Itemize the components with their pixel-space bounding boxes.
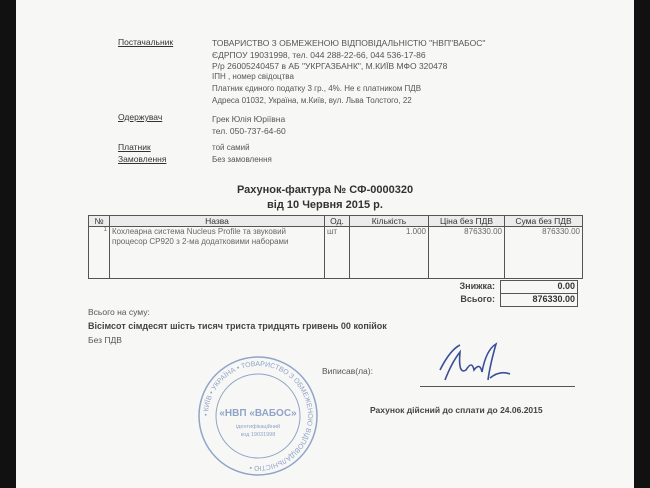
col-unit: Од.	[325, 216, 350, 227]
signature	[430, 340, 520, 390]
col-no: №	[89, 216, 110, 227]
payer-value: той самий	[212, 143, 250, 152]
cell-unit: шт	[325, 227, 350, 279]
recipient-name: Грек Юлія Юріївна	[212, 114, 286, 124]
company-stamp	[196, 354, 320, 478]
total-label: Всього:	[460, 294, 495, 304]
recipient-phone: тел. 050-737-64-60	[212, 126, 286, 136]
supplier-line: Платник єдиного податку 3 гр., 4%. Не є платником ПДВ	[212, 84, 422, 93]
cell-sum: 876330.00	[505, 227, 583, 279]
vat-note: Без ПДВ	[88, 335, 122, 345]
cell-qty: 1.000	[350, 227, 429, 279]
stamp-sub-text: ідентифікаційний	[235, 424, 281, 430]
order-value: Без замовлення	[212, 155, 272, 164]
supplier-line: Адреса 01032, Україна, м.Київ, вул. Льва Толстого, 22	[212, 96, 412, 105]
supplier-line: ІПН , номер свідоцтва	[212, 72, 294, 81]
stamp-ring-text: • КИЇВ • УКРАЇНА • ТОВАРИСТВО З ОБМЕЖЕНОЮ ВІДПОВІДАЛЬНІСТЮ •	[202, 360, 314, 472]
invoice-date: від 10 Червня 2015 р.	[267, 199, 383, 211]
discount-label: Знижка:	[459, 281, 495, 291]
col-qty: Кількість	[350, 216, 429, 227]
supplier-label: Постачальник	[118, 37, 174, 47]
discount-value: 0.00	[500, 280, 578, 294]
validity-note: Рахунок дійсний до сплати до 24.06.2015	[370, 405, 543, 415]
col-name: Назва	[110, 216, 325, 227]
scan-border-right	[634, 0, 650, 488]
total-in-words: Вісімсот сімдесят шість тисяч триста тридцять гривень 00 копійок	[88, 321, 387, 331]
recipient-label: Одержувач	[118, 112, 163, 122]
invoice-title: Рахунок-фактура № СФ-0000320	[236, 184, 414, 196]
order-label: Замовлення	[118, 154, 167, 164]
issued-by-label: Виписав(ла):	[322, 366, 373, 376]
col-price: Ціна без ПДВ	[429, 216, 505, 227]
stamp-code-text: код 19031998	[240, 432, 276, 438]
supplier-line: ТОВАРИСТВО З ОБМЕЖЕНОЮ ВІДПОВІДАЛЬНІСТЮ "НВП"ВАБОС"	[212, 38, 486, 48]
supplier-line: ЄДРПОУ 19031998, тел. 044 288-22-66, 044 536-17-86	[212, 50, 426, 60]
total-text-label: Всього на суму:	[88, 307, 150, 317]
table-row	[89, 227, 583, 279]
scan-border-left	[0, 0, 16, 488]
stamp-center-text: «НВП «ВАБОС»	[219, 408, 297, 419]
cell-price: 876330.00	[429, 227, 505, 279]
cell-name: Кохлеарна система Nucleus Profile та звуковий процесор CP920 з 2-ма додатковими наборами	[110, 227, 325, 279]
total-value: 876330.00	[500, 293, 578, 307]
payer-label: Платник	[118, 142, 151, 152]
cell-no: 1	[89, 227, 110, 279]
supplier-line: Р/р 26005240457 в АБ "УКРГАЗБАНК", М.КИЇВ МФО 320478	[212, 61, 448, 71]
col-sum: Сума без ПДВ	[505, 216, 583, 227]
items-table	[88, 215, 583, 279]
